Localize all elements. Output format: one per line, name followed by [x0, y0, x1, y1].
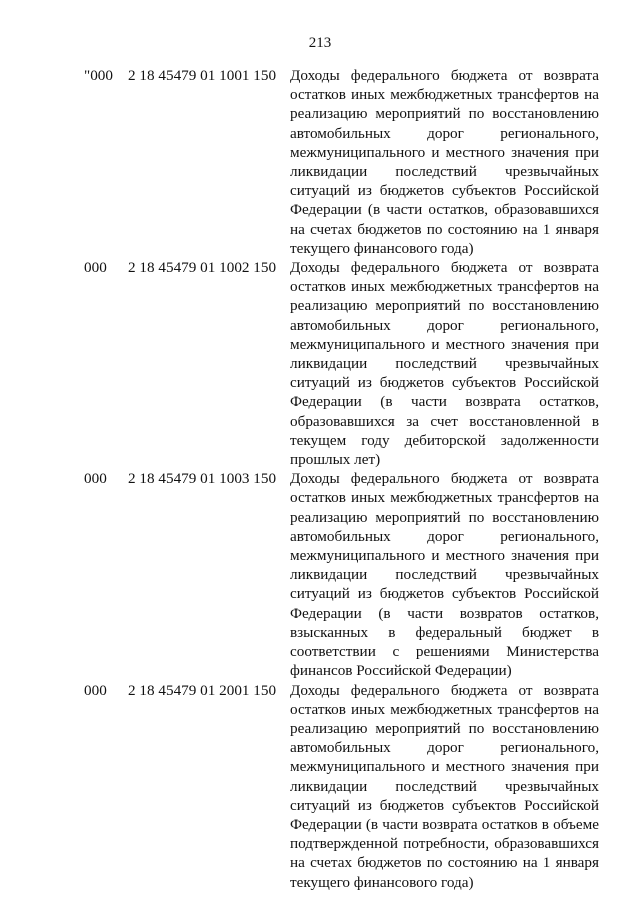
- page-number: 213: [308, 35, 332, 51]
- budget-code-entry: [84, 258, 599, 469]
- budget-code-list: [84, 66, 599, 892]
- budget-code-entry: [84, 681, 599, 892]
- admin-code: 000: [84, 470, 107, 488]
- budget-classification-code: 2 18 45479 01 1002 150: [128, 259, 277, 277]
- entry-description: Доходы федерального бюджета от возврата остатков иных межбюджетных трансфертов на реализацию мероприятий по восстановлению автомобильных дорог регионального, межмуниципального и местного значения при ликвидации последствий чрезвычайных ситуаций из бюджетов субъектов Российской Федерации (в части остатков, образовавшихся на счетах бюджетов по состоянию на 1 января текущего финансового года): [290, 67, 599, 257]
- entry-description: Доходы федерального бюджета от возврата остатков иных межбюджетных трансфертов на реализацию мероприятий по восстановлению автомобильных дорог регионального, межмуниципального и местного значения при ликвидации последствий чрезвычайных ситуаций из бюджетов субъектов Российской Федерации (в части возвратов остатков, взысканных в федеральный бюджет в соответствии с решениями Министерства финансов Российской Федерации): [290, 470, 599, 680]
- admin-code: "000: [84, 67, 113, 84]
- budget-classification-code: 2 18 45479 01 1001 150: [128, 67, 277, 84]
- budget-classification-code: 2 18 45479 01 1003 150: [128, 470, 277, 488]
- entry-description: Доходы федерального бюджета от возврата остатков иных межбюджетных трансфертов на реализацию мероприятий по восстановлению автомобильных дорог регионального, межмуниципального и местного значения при ликвидации последствий чрезвычайных ситуаций из бюджетов субъектов Российской Федерации (в части возврата остатков, образовавшихся за счет восстановленной в текущем году дебиторской задолженности прошлых лет): [290, 259, 599, 469]
- budget-code-entry: [84, 469, 599, 680]
- budget-code-entry: [84, 66, 599, 258]
- admin-code: 000: [84, 259, 107, 277]
- admin-code: 000: [84, 681, 107, 699]
- entry-description: Доходы федерального бюджета от возврата остатков иных межбюджетных трансфертов на реализацию мероприятий по восстановлению автомобильных дорог регионального, межмуниципального и местного значения при ликвидации последствий чрезвычайных ситуаций из бюджетов субъектов Российской Федерации (в части возврата остатков в объеме подтвержденной потребности, образовавшихся на счетах бюджетов по состоянию на 1 января текущего финансового года): [290, 681, 599, 891]
- budget-classification-code: 2 18 45479 01 2001 150: [128, 681, 277, 699]
